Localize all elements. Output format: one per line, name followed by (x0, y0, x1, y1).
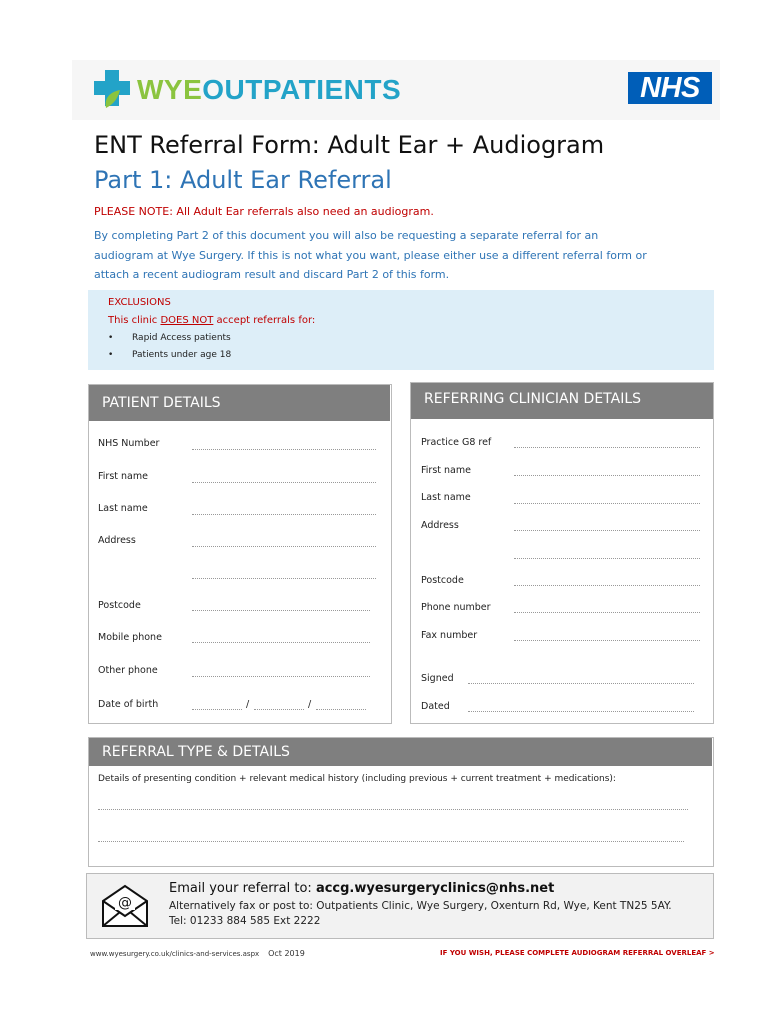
clinician-address-label: Address (421, 520, 459, 531)
exclusions-subtitle: This clinic DOES NOT accept referrals for: (108, 315, 316, 326)
dated-label: Dated (421, 701, 450, 712)
list-item: • Rapid Access patients (108, 333, 231, 343)
intro-text (94, 226, 694, 285)
exclusions-list (108, 332, 231, 366)
dated-field[interactable] (468, 711, 694, 712)
signed-label: Signed (421, 673, 454, 684)
patient-first-name-field[interactable] (192, 482, 376, 483)
dob-separator: / (246, 699, 250, 710)
fax-number-label: Fax number (421, 630, 478, 641)
referral-details-field-2[interactable] (98, 841, 684, 842)
intro-line: audiogram at Wye Surgery. If this is not what you want, please either use a different referral form or (94, 248, 647, 262)
nhs-number-field[interactable] (192, 449, 376, 450)
fax-number-field[interactable] (514, 640, 700, 641)
page-subtitle: Part 1: Adult Ear Referral (94, 166, 392, 194)
patient-postcode-field[interactable] (192, 610, 370, 611)
email-instruction: Email your referral to: accg.wyesurgeryclinics@nhs.net (169, 881, 555, 896)
referral-details-label: Details of presenting condition + relevant medical history (including previous + current treatment + medications): (98, 774, 616, 784)
clinician-address-field-2[interactable] (514, 558, 700, 559)
intro-line: attach a recent audiogram result and discard Part 2 of this form. (94, 268, 450, 281)
nhs-number-label: NHS Number (98, 438, 160, 449)
dob-separator: / (308, 699, 312, 710)
practice-ref-label: Practice G8 ref (421, 437, 492, 448)
mobile-phone-label: Mobile phone (98, 632, 162, 643)
phone-number-label: Phone number (421, 602, 491, 613)
clinician-details-panel (410, 382, 714, 724)
svg-text:@: @ (118, 895, 132, 911)
patient-address-field[interactable] (192, 546, 376, 547)
wye-outpatients-logo: WYEOUTPATIENTS (137, 74, 402, 105)
page-title: ENT Referral Form: Adult Ear + Audiogram (94, 131, 605, 159)
postal-address: Alternatively fax or post to: Outpatients Clinic, Wye Surgery, Oxenturn Rd, Wye, Kent TN25 5AY. (169, 900, 672, 912)
dob-year-field[interactable] (316, 709, 366, 710)
footer-url[interactable]: www.wyesurgery.co.uk/clinics-and-services.aspx Oct 2019 (90, 949, 305, 958)
clinician-first-name-label: First name (421, 465, 471, 476)
patient-last-name-label: Last name (98, 503, 148, 514)
signature-field[interactable] (468, 683, 694, 684)
patient-address-label: Address (98, 535, 136, 546)
audiogram-note: PLEASE NOTE: All Adult Ear referrals also need an audiogram. (94, 205, 434, 218)
other-phone-label: Other phone (98, 665, 158, 676)
date-of-birth-label: Date of birth (98, 699, 159, 710)
mobile-phone-field[interactable] (192, 642, 370, 643)
clinician-last-name-label: Last name (421, 492, 471, 503)
clinician-address-field[interactable] (514, 530, 700, 531)
telephone-number: Tel: 01233 884 585 Ext 2222 (169, 915, 321, 927)
clinician-details-heading: REFERRING CLINICIAN DETAILS (411, 383, 713, 419)
clinician-first-name-field[interactable] (514, 475, 700, 476)
exclusions-title: EXCLUSIONS (108, 297, 171, 308)
footer-date: Oct 2019 (268, 949, 305, 958)
patient-address-field-2[interactable] (192, 578, 376, 579)
intro-line: By completing Part 2 of this document you will also be requesting a separate referral for an (94, 229, 599, 242)
patient-first-name-label: First name (98, 471, 148, 482)
patient-last-name-field[interactable] (192, 514, 376, 515)
dob-month-field[interactable] (254, 709, 304, 710)
list-item: • Patients under age 18 (108, 350, 232, 360)
patient-details-heading: PATIENT DETAILS (89, 385, 390, 421)
email-address-link[interactable]: accg.wyesurgeryclinics@nhs.net (315, 881, 555, 896)
clinician-postcode-field[interactable] (514, 585, 700, 586)
patient-postcode-label: Postcode (98, 600, 141, 611)
other-phone-field[interactable] (192, 676, 370, 677)
practice-ref-field[interactable] (514, 447, 700, 448)
clinician-postcode-label: Postcode (421, 575, 464, 586)
phone-number-field[interactable] (514, 612, 700, 613)
clinician-last-name-field[interactable] (514, 503, 700, 504)
medical-cross-logo-icon (92, 68, 132, 110)
email-envelope-icon (100, 884, 150, 928)
dob-day-field[interactable] (192, 709, 242, 710)
referral-details-heading: REFERRAL TYPE & DETAILS (89, 738, 712, 766)
referral-details-field[interactable] (98, 809, 688, 810)
overleaf-notice: IF YOU WISH, PLEASE COMPLETE AUDIOGRAM REFERRAL OVERLEAF > (440, 949, 715, 957)
nhs-logo: NHS (628, 72, 712, 104)
